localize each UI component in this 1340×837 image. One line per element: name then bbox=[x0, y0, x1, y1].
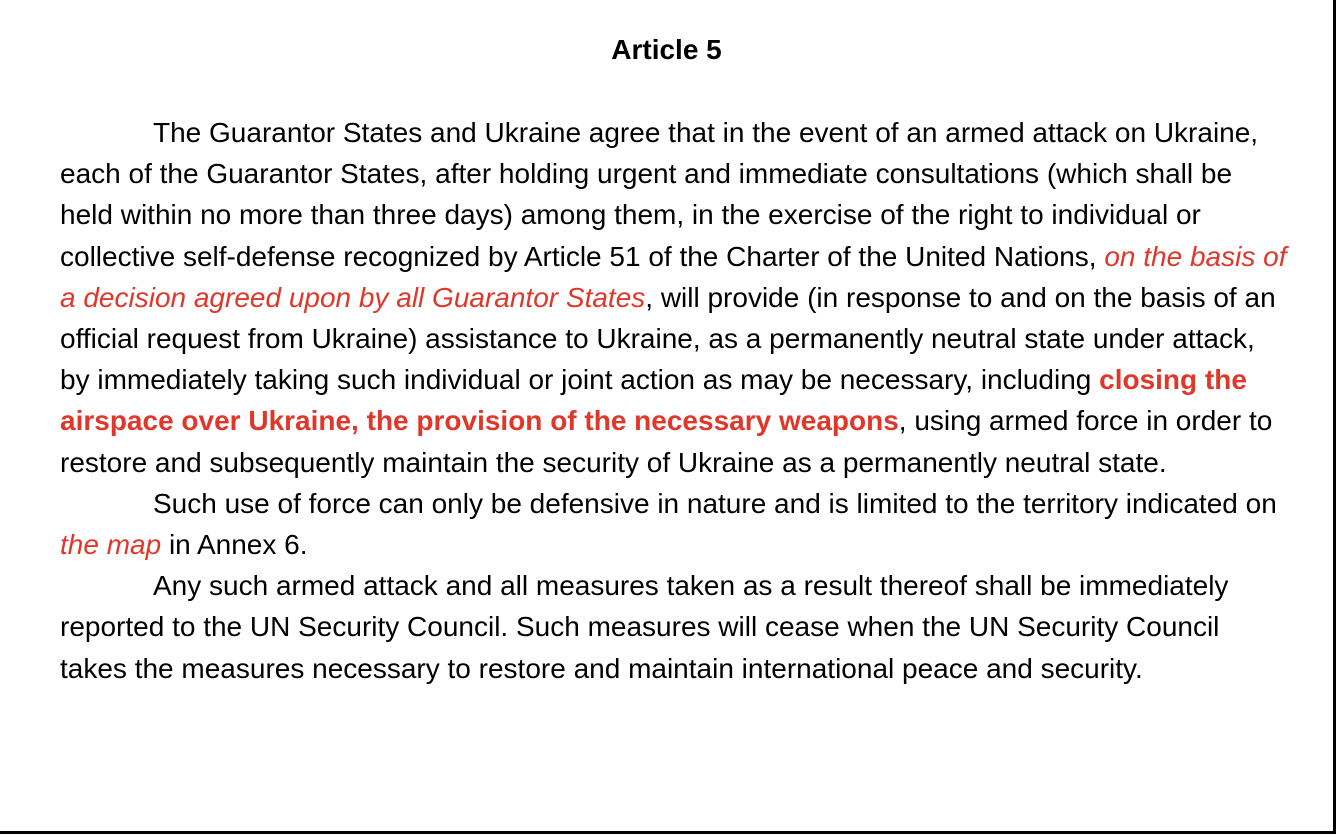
paragraph-2 bbox=[60, 483, 1290, 565]
paragraph-1-text-e: , using armed force in order to restore and subsequently maintain the security of Ukraine as a permanently neutral state. bbox=[60, 405, 1273, 478]
paragraph-3-text-a: Any such armed attack and all measures taken as a result thereof shall be immediately reported to the UN Security Council. Such measures will cease when the UN Security Council takes the measures necessary to restore and maintain international peace and security. bbox=[60, 570, 1229, 684]
article-title: Article 5 bbox=[611, 34, 722, 65]
paragraph-2-text-c: in Annex 6. bbox=[161, 529, 308, 561]
paragraph-1 bbox=[60, 112, 1290, 483]
highlight-airspace-clause: closing the airspace over Ukraine, the provision of the necessary weapons bbox=[60, 364, 1247, 437]
highlight-decision-clause: on the basis of a decision agreed upon by all Guarantor States bbox=[60, 240, 1287, 313]
paragraph-1-text-a: The Guarantor States and Ukraine agree that in the event of an armed attack on Ukraine, each of the Guarantor States, after holding urgent and immediate consultations (which shall be held within no more than three days) among them, in the exercise of the right to individual or collective self-defense recognized by Article 51 of the Charter of the United Nations, bbox=[60, 117, 1259, 272]
paragraph-3 bbox=[60, 565, 1290, 689]
highlight-map-reference: the map bbox=[60, 529, 162, 561]
paragraph-2-text-a: Such use of force can only be defensive in nature and is limited to the territory indicated on bbox=[153, 487, 1277, 519]
paragraph-1-text-c: , will provide (in response to and on the basis of an official request from Ukraine) assistance to Ukraine, as a permanently neutral state under attack, by immediately taking such individual or joint action as may be necessary, including bbox=[60, 281, 1276, 396]
article-body bbox=[60, 112, 1290, 689]
